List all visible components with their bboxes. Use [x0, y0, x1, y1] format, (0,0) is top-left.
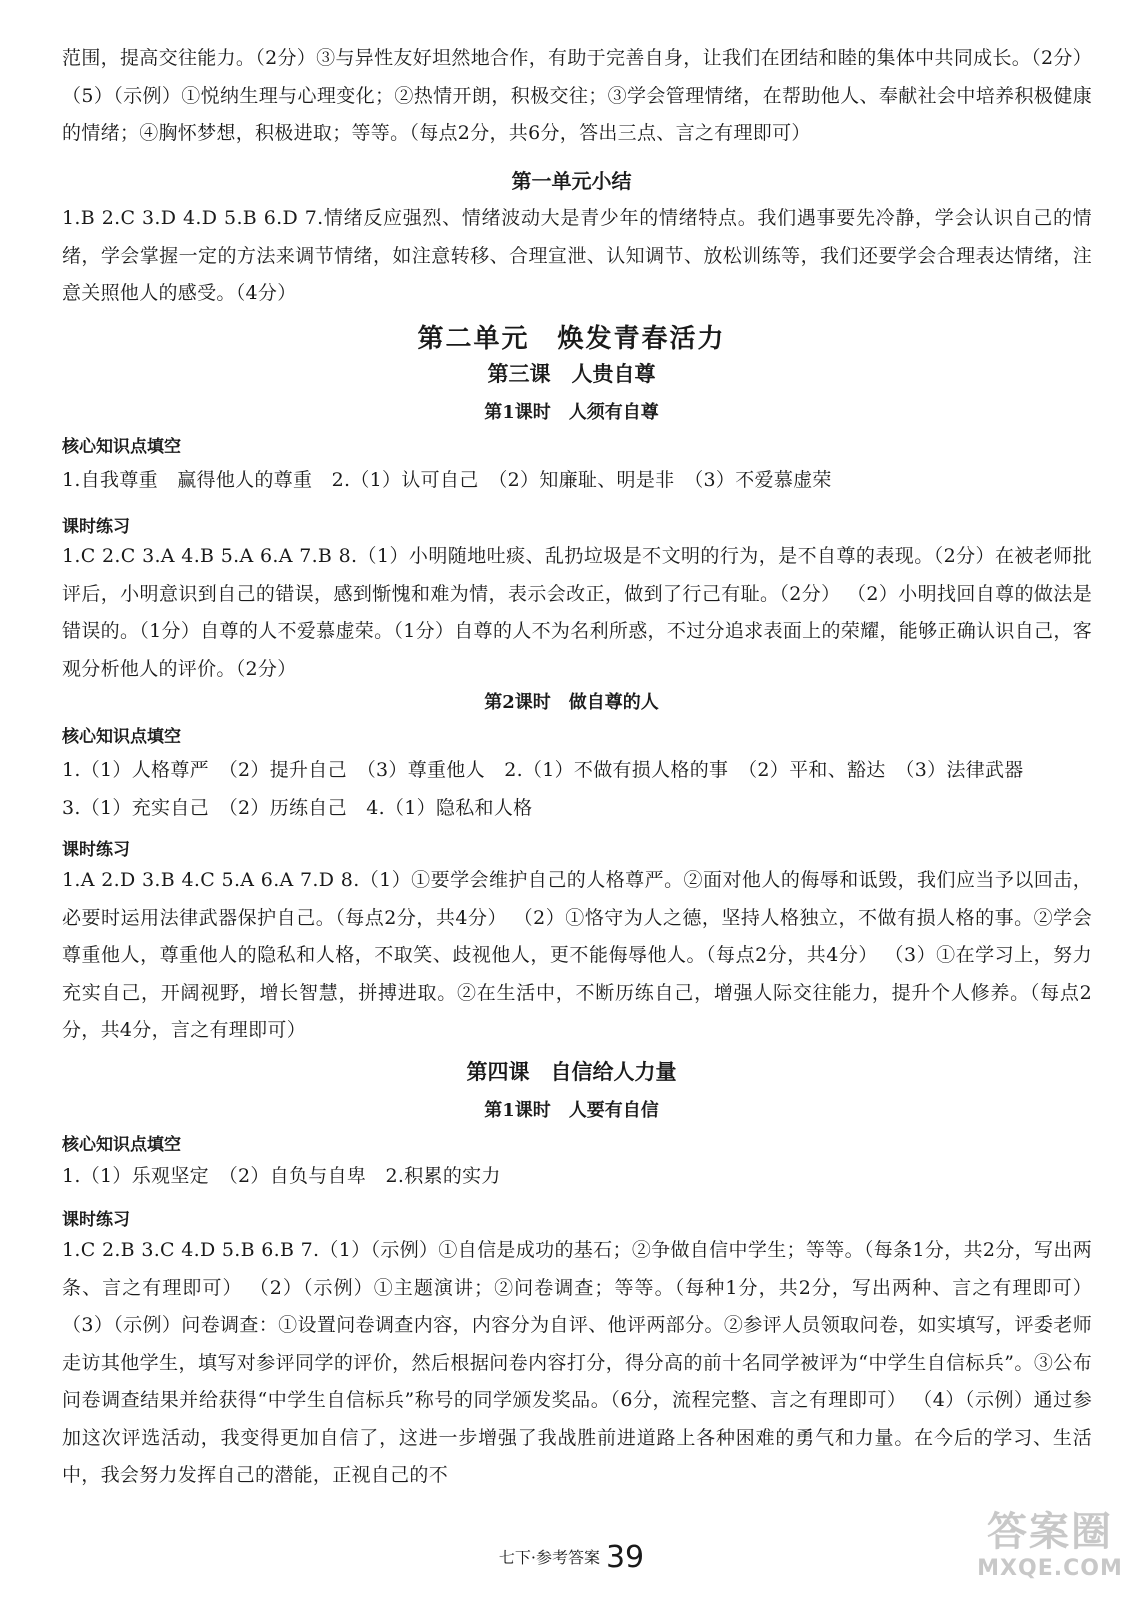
lesson3-period2-core-line2: 3.（1）充实自己 （2）历练自己 4.（1）隐私和人格: [62, 797, 533, 819]
core-label: 核心知识点填空: [62, 727, 181, 747]
lesson4-period1-practice-answers: 1.C 2.B 3.C 4.D 5.B 6.B 7.（1）（示例）①自信是成功的基石；②争做自信中学生；等等。（每条1分，共2分，写出两条、言之有理即可） （2）（示例）①主题演讲；②问卷调查；等等。（每种1分，共2分，写出两种、言之有理即可） （3）（示例）问卷调查：①设置问卷调查内容，内容分为自评、他评两部分。②参评人员领取问卷，如实填写，评委老师走访其他学生，填写对参评同学的评价，然后根据问卷内容打分，得分高的前十名同学被评为“中学生自信标兵”。③公布问卷调查结果并给获得“中学生自信标兵”称号的同学颁发奖品。（6分，流程完整、言之有理即可） （4）（示例）通过参加这次评选活动，我变得更加自信了，这进一步增强了我战胜前进道路上各种困难的勇气和力量。在今后的学习、生活中，我会努力发挥自己的潜能，正视自己的不: [62, 1239, 1092, 1486]
lesson4-period1-title: 第1课时 人要有自信: [484, 1100, 659, 1121]
watermark-cn: 答案圈: [987, 1509, 1113, 1555]
practice-label: 课时练习: [62, 517, 130, 537]
lesson3-period2-title: 第2课时 做自尊的人: [484, 692, 659, 713]
core-label: 核心知识点填空: [62, 1135, 181, 1155]
page-footer: [0, 1540, 1143, 1575]
practice-label: 课时练习: [62, 1210, 130, 1230]
page-number: 39: [605, 1540, 645, 1575]
core-label: 核心知识点填空: [62, 437, 181, 457]
footer-label: 七下·参考答案: [498, 1548, 600, 1567]
lesson3-period1-title: 第1课时 人须有自尊: [484, 402, 659, 423]
unit1-summary-paragraph: 1.B 2.C 3.D 4.D 5.B 6.D 7.情绪反应强烈、情绪波动大是青少年的情绪特点。我们遇事要先冷静，学会认识自己的情绪，学会掌握一定的方法来调节情绪，如注意转移、合理宣泄、认知调节、放松训练等，我们还要学会合理表达情绪，注意关照他人的感受。（4分）: [62, 207, 1092, 304]
lesson3-period2-core-line1: 1.（1）人格尊严 （2）提升自己 （3）尊重他人 2.（1）不做有损人格的事 （2）平和、豁达 （3）法律武器: [62, 759, 1024, 781]
site-watermark: [975, 1508, 1125, 1594]
practice-label: 课时练习: [62, 840, 130, 860]
lesson3-title: 第三课 人贵自尊: [487, 361, 656, 386]
unit1-summary-title: 第一单元小结: [511, 169, 632, 193]
intro-paragraph: 范围，提高交往能力。（2分）③与异性友好坦然地合作，有助于完善自身，让我们在团结和睦的集体中共同成长。（2分） （5）（示例）①悦纳生理与心理变化；②热情开朗，积极交往；③学会管理情绪，在帮助他人、奉献社会中培养积极健康的情绪；④胸怀梦想，积极进取；等等。（每点2分，共6分，答出三点、言之有理即可）: [62, 47, 1092, 144]
unit2-title: 第二单元 焕发青春活力: [417, 324, 726, 354]
lesson3-period2-practice-answers: 1.A 2.D 3.B 4.C 5.A 6.A 7.D 8.（1）①要学会维护自己的人格尊严。②面对他人的侮辱和诋毁，我们应当予以回击，必要时运用法律武器保护自己。（每点2分，共4分） （2）①恪守为人之德，坚持人格独立，不做有损人格的事。②学会尊重他人，尊重他人的隐私和人格，不取笑、歧视他人，更不能侮辱他人。（每点2分，共4分） （3）①在学习上，努力充实自己，开阔视野，增长智慧，拼搏进取。②在生活中，不断历练自己，增强人际交往能力，提升个人修养。（每点2分，共4分，言之有理即可）: [62, 869, 1092, 1041]
lesson3-period1-core-answers: 1.自我尊重 赢得他人的尊重 2.（1）认可自己 （2）知廉耻、明是非 （3）不爱慕虚荣: [62, 469, 832, 491]
lesson3-period1-practice-answers: 1.C 2.C 3.A 4.B 5.A 6.A 7.B 8.（1）小明随地吐痰、乱扔垃圾是不文明的行为，是不自尊的表现。（2分）在被老师批评后，小明意识到自己的错误，感到惭愧和难为情，表示会改正，做到了行己有耻。（2分） （2）小明找回自尊的做法是错误的。（1分）自尊的人不爱慕虚荣。（1分）自尊的人不为名利所惑，不过分追求表面上的荣耀，能够正确认识自己，客观分析他人的评价。（2分）: [62, 545, 1093, 680]
lesson4-title: 第四课 自信给人力量: [466, 1059, 677, 1084]
watermark-en: MXQE.COM: [977, 1556, 1123, 1581]
lesson4-period1-core-answers: 1.（1）乐观坚定 （2）自负与自卑 2.积累的实力: [62, 1165, 501, 1187]
